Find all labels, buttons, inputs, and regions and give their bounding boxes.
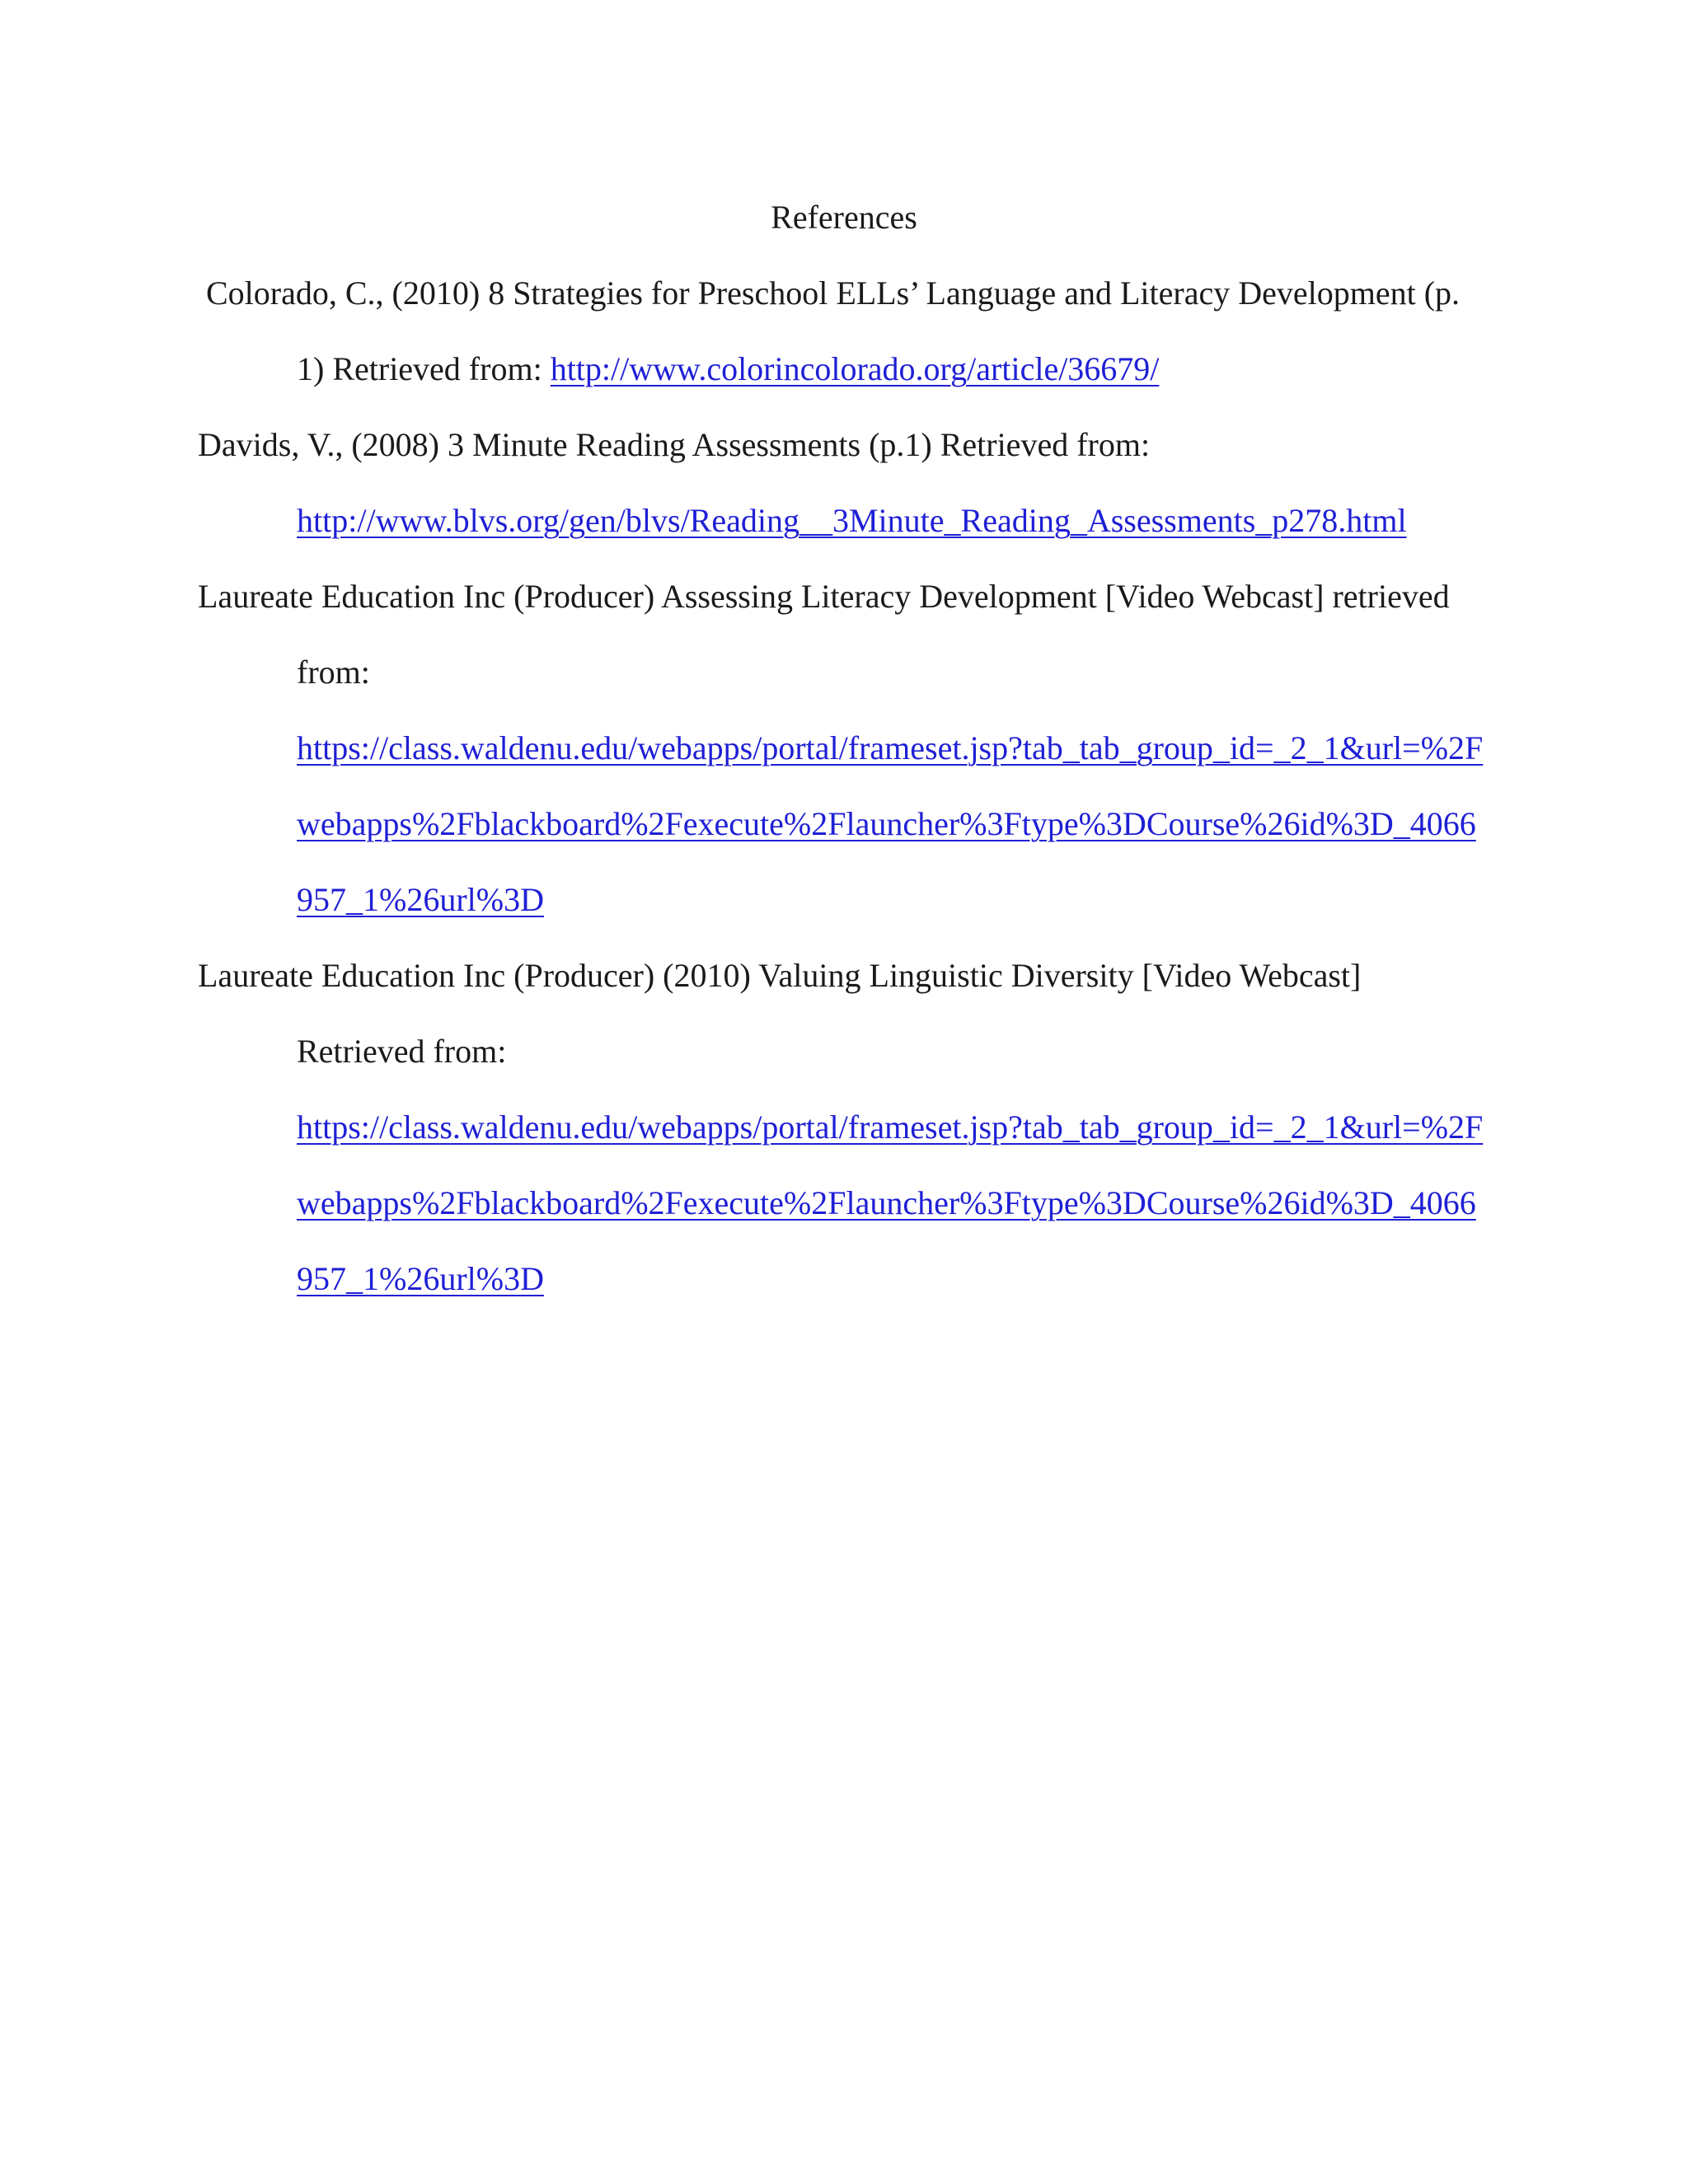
reference-4-url-link-part-3[interactable]: 957_1%26url%3D	[297, 1260, 544, 1297]
reference-3-line-1: Laureate Education Inc (Producer) Assessing Literacy Development [Video Webcast] retrieved	[198, 578, 1450, 615]
reference-2-line-2	[297, 501, 1407, 541]
reference-4-line-5	[297, 1259, 544, 1299]
reference-4-url-link-part-2[interactable]: webapps%2Fblackboard%2Fexecute%2Flauncher%3Ftype%3DCourse%26id%3D_4066	[297, 1184, 1476, 1221]
reference-1-line-1: Colorado, C., (2010) 8 Strategies for Preschool ELLs’ Language and Literacy Development (p.	[206, 274, 1461, 312]
reference-4-line-2: Retrieved from:	[297, 1033, 507, 1070]
reference-4-line-4	[297, 1183, 1476, 1223]
page-title: References	[771, 199, 917, 236]
reference-1-line-2	[297, 349, 1159, 389]
reference-3-line-4	[297, 804, 1476, 844]
reference-4-line-3	[297, 1108, 1483, 1147]
reference-3-url-link-part-1[interactable]: https://class.waldenu.edu/webapps/portal/frameset.jsp?tab_tab_group_id=_2_1&url=%2F	[297, 729, 1484, 766]
reference-3-url-link-part-3[interactable]: 957_1%26url%3D	[297, 881, 544, 918]
reference-3-line-5	[297, 880, 544, 920]
reference-3-line-2: from:	[297, 654, 370, 691]
reference-3-url-link-part-2[interactable]: webapps%2Fblackboard%2Fexecute%2Flauncher%3Ftype%3DCourse%26id%3D_4066	[297, 805, 1476, 842]
reference-1-retrieved-label: 1) Retrieved from:	[297, 350, 551, 387]
reference-1-url-link[interactable]: http://www.colorincolorado.org/article/36679/	[550, 350, 1160, 387]
reference-4-line-1: Laureate Education Inc (Producer) (2010) Valuing Linguistic Diversity [Video Webcast]	[198, 957, 1362, 994]
reference-4-url-link-part-1[interactable]: https://class.waldenu.edu/webapps/portal/frameset.jsp?tab_tab_group_id=_2_1&url=%2F	[297, 1108, 1484, 1146]
reference-2-url-link[interactable]: http://www.blvs.org/gen/blvs/Reading__3Minute_Reading_Assessments_p278.html	[297, 502, 1407, 539]
reference-2-line-1: Davids, V., (2008) 3 Minute Reading Assessments (p.1) Retrieved from:	[198, 426, 1151, 463]
reference-3-line-3	[297, 729, 1483, 768]
